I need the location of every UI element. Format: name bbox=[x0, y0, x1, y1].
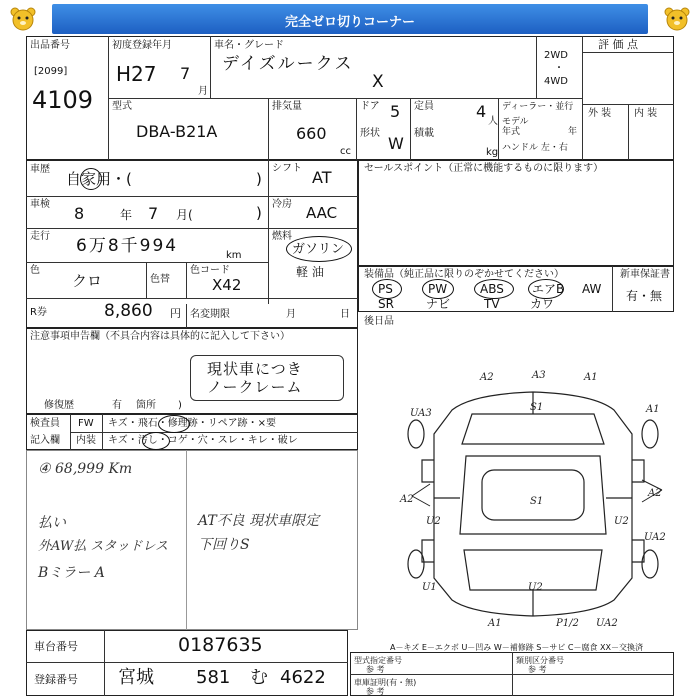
drive-4wd: 4WD bbox=[544, 76, 568, 87]
damage-mark-u2-rear: U2 bbox=[528, 582, 543, 593]
lot-label: 出品番号 bbox=[30, 40, 70, 51]
equip-abs-circle bbox=[474, 279, 514, 299]
bear-mascot-icon-left bbox=[10, 6, 36, 32]
damage-mark-u2-left: U2 bbox=[426, 516, 441, 527]
damage-mark-s1-roof: S1 bbox=[530, 402, 544, 413]
color-code-value: X42 bbox=[212, 276, 242, 294]
history-label: 車歴 bbox=[30, 164, 50, 175]
mileage-label: 走行 bbox=[30, 231, 50, 242]
first-reg-year: H27 bbox=[116, 62, 157, 86]
mileage-value: 6万8千994 bbox=[76, 236, 179, 256]
name-change-day: 日 bbox=[340, 309, 350, 320]
mileage-unit: km bbox=[226, 250, 242, 261]
damage-legend: A－キズ E－エクボ U－凹み W－補修跡 S－サビ C－腐食 XX－交換済 bbox=[390, 643, 644, 652]
equip-airbag: エアB bbox=[532, 282, 565, 296]
ref-a: 型式指定番号 bbox=[354, 656, 402, 665]
damage-mark-ua3: UA3 bbox=[410, 408, 432, 419]
ref-a2: 参 考 bbox=[366, 665, 385, 674]
equip-pw: PW bbox=[428, 282, 448, 296]
equip-ps: PS bbox=[378, 282, 393, 296]
ref-b: 類別区分番号 bbox=[516, 656, 564, 665]
note-right-1: AT不良 現状車限定 bbox=[198, 513, 320, 529]
sales-point-label: セールスポイント（正常に機能するものに限ります） bbox=[364, 163, 604, 174]
damage-mark-a1-right: A1 bbox=[646, 404, 660, 415]
equip-aw: AW bbox=[582, 282, 602, 296]
damage-mark-a1-rear: A1 bbox=[488, 618, 502, 629]
car-grade: X bbox=[372, 72, 384, 92]
capacity-label: 定員 bbox=[414, 101, 434, 112]
year-label: 年式 bbox=[502, 127, 521, 137]
fuel-circle bbox=[286, 236, 352, 262]
plate-pref: 宮城 bbox=[118, 667, 154, 688]
shift-label: シフト bbox=[272, 163, 302, 174]
ref-c2: 参 考 bbox=[366, 687, 385, 696]
color-code-label: 色コード bbox=[190, 265, 230, 276]
inspection-year: 8 bbox=[74, 204, 85, 223]
damage-mark-s1-center: S1 bbox=[530, 496, 544, 507]
load-unit: kg bbox=[486, 147, 499, 158]
shift-value: AT bbox=[312, 168, 332, 187]
lot-sub: [2099] bbox=[34, 66, 68, 77]
ac-label: 冷房 bbox=[272, 199, 292, 210]
damage-mark-a2-left: A2 bbox=[400, 494, 414, 505]
no-claim-stamp bbox=[190, 355, 344, 401]
color-value: クロ bbox=[72, 272, 103, 290]
name-change-label: 名変期限 bbox=[190, 309, 230, 320]
inspector-label-2: 記入欄 bbox=[30, 435, 60, 446]
chassis-value: 0187635 bbox=[178, 634, 263, 656]
r-price-unit: 円 bbox=[170, 307, 181, 320]
sales-point-frame bbox=[358, 160, 674, 266]
interior-label: 内 装 bbox=[634, 108, 658, 119]
equipment-label: 装備品（純正品に限りのぞかせてください） bbox=[364, 269, 564, 280]
fuel-value: ガソリン bbox=[292, 242, 345, 257]
load-label: 積載 bbox=[414, 128, 434, 139]
chassis-label: 車台番号 bbox=[34, 640, 78, 653]
fw-circle bbox=[158, 415, 190, 433]
dealer-line: ディーラー・並行 bbox=[502, 102, 574, 112]
warranty-label: 新車保証書 bbox=[620, 269, 670, 280]
mileage-note: ④ 68,999 Km bbox=[38, 461, 133, 477]
inspector-label-1: 検査員 bbox=[30, 418, 60, 429]
stamp-line1: 現状車につき bbox=[207, 360, 303, 378]
displacement-value: 660 bbox=[296, 124, 327, 143]
damage-mark-u1: U1 bbox=[422, 582, 437, 593]
repair-value: 有 bbox=[112, 400, 122, 411]
plate-label: 登録番号 bbox=[34, 673, 78, 686]
repair-note: 箇所 bbox=[136, 400, 156, 411]
inspection-year-unit: 年 bbox=[120, 208, 133, 222]
ref-c: 車庫証明(有・無) bbox=[354, 678, 417, 687]
shape-value: W bbox=[388, 134, 404, 153]
doors-label: ドア bbox=[360, 101, 380, 112]
note-right-2: 下回りS bbox=[198, 537, 250, 553]
damage-mark-a3-top: A3 bbox=[532, 370, 546, 381]
plate-class: 581 bbox=[196, 667, 231, 688]
color-change-label: 色替 bbox=[150, 274, 170, 285]
plate-kana: む bbox=[250, 667, 268, 688]
interior-items: キズ・汚し・コゲ・穴・スレ・キレ・破レ bbox=[108, 435, 298, 446]
equip-tv: TV bbox=[484, 297, 500, 311]
year-unit: 年 bbox=[568, 127, 578, 137]
first-reg-month-unit: 月 bbox=[198, 86, 208, 97]
damage-mark-ua2-rear: UA2 bbox=[596, 618, 618, 629]
fw-label: FW bbox=[78, 418, 94, 429]
r-price-value: 8,860 bbox=[104, 301, 153, 321]
equip-airbag-circle bbox=[528, 279, 564, 299]
equip-leather: カワ bbox=[530, 297, 555, 311]
handle-label: ハンドル 左・右 bbox=[502, 143, 568, 153]
equip-sr: SR bbox=[378, 297, 394, 311]
name-change-month: 月 bbox=[286, 309, 296, 320]
note-left-2: 外AW払 スタッドレス bbox=[38, 539, 168, 554]
equip-pw-circle bbox=[422, 279, 454, 299]
r-price-label: R券 bbox=[30, 307, 47, 318]
history-value: 自家用・( bbox=[66, 170, 132, 188]
notes-label: 注意事項申告欄（不具合内容は具体的に記入して下さい） bbox=[30, 331, 290, 342]
lot-number: 4109 bbox=[32, 86, 94, 114]
fw-items: キズ・飛石・修理跡・リペア跡・×要 bbox=[108, 418, 276, 429]
model-year-label: モデル bbox=[502, 117, 529, 127]
damage-mark-p-rear: P1/2 bbox=[556, 618, 579, 629]
car-name: デイズルークス bbox=[222, 54, 354, 74]
page-title: 完全ゼロ切りコーナー bbox=[284, 15, 415, 30]
equip-ps-circle bbox=[372, 279, 402, 299]
interior-row-label: 内装 bbox=[76, 435, 96, 446]
model-label: 型式 bbox=[112, 101, 132, 112]
displacement-label: 排気量 bbox=[272, 101, 302, 112]
evaluation-label: 評 価 点 bbox=[598, 38, 638, 51]
damage-mark-u2-right: U2 bbox=[614, 516, 629, 527]
first-reg-month: 7 bbox=[180, 64, 191, 83]
model-value: DBA-B21A bbox=[136, 122, 218, 141]
displacement-unit: cc bbox=[340, 146, 351, 157]
color-label: 色 bbox=[30, 265, 40, 276]
title-bar bbox=[52, 4, 648, 34]
damage-mark-a2-right: A2 bbox=[648, 488, 662, 499]
plate-number: 4622 bbox=[280, 667, 326, 688]
damage-mark-a2-top: A2 bbox=[480, 372, 494, 383]
stamp-line2: ノークレーム bbox=[207, 378, 303, 396]
fuel-alt: 軽 油 bbox=[296, 265, 324, 279]
first-reg-label: 初度登録年月 bbox=[112, 40, 172, 51]
doors-value: 5 bbox=[390, 102, 401, 121]
drive-dot: ・ bbox=[554, 63, 564, 74]
inspection-month-unit: 月( bbox=[176, 208, 193, 222]
warranty-value: 有・無 bbox=[626, 289, 663, 303]
damage-mark-ua2-right: UA2 bbox=[644, 532, 666, 543]
damage-mark-a1-top: A1 bbox=[584, 372, 598, 383]
equip-abs: ABS bbox=[480, 282, 504, 296]
interior-circle bbox=[142, 432, 170, 450]
repair-note-close: ) bbox=[178, 400, 182, 411]
car-outline-svg bbox=[392, 364, 674, 636]
note-left-3: Bミラー A bbox=[38, 565, 105, 581]
history-close: ) bbox=[256, 170, 262, 188]
inspection-month: 7 bbox=[148, 204, 159, 223]
note-left-1: 払い bbox=[38, 515, 66, 531]
history-circle bbox=[80, 168, 102, 190]
car-name-label: 車名・グレード bbox=[214, 40, 284, 51]
fuel-label: 燃料 bbox=[272, 231, 292, 242]
ac-value: AAC bbox=[306, 204, 338, 222]
capacity-value: 4 bbox=[476, 102, 487, 121]
exterior-label: 外 装 bbox=[588, 108, 612, 119]
capacity-unit: 人 bbox=[488, 116, 498, 127]
ref-b2: 参 考 bbox=[528, 665, 547, 674]
car-damage-diagram bbox=[392, 364, 674, 636]
drive-2wd: 2WD bbox=[544, 50, 568, 61]
bear-mascot-icon-right bbox=[664, 6, 690, 32]
inspection-label: 車検 bbox=[30, 199, 50, 210]
equip-navi: ナビ bbox=[426, 297, 451, 311]
rear-seat-label: 後日品 bbox=[364, 316, 394, 327]
shape-label: 形状 bbox=[360, 128, 380, 139]
repair-label: 修復歴 bbox=[44, 400, 74, 411]
inspection-close: ) bbox=[256, 204, 262, 222]
